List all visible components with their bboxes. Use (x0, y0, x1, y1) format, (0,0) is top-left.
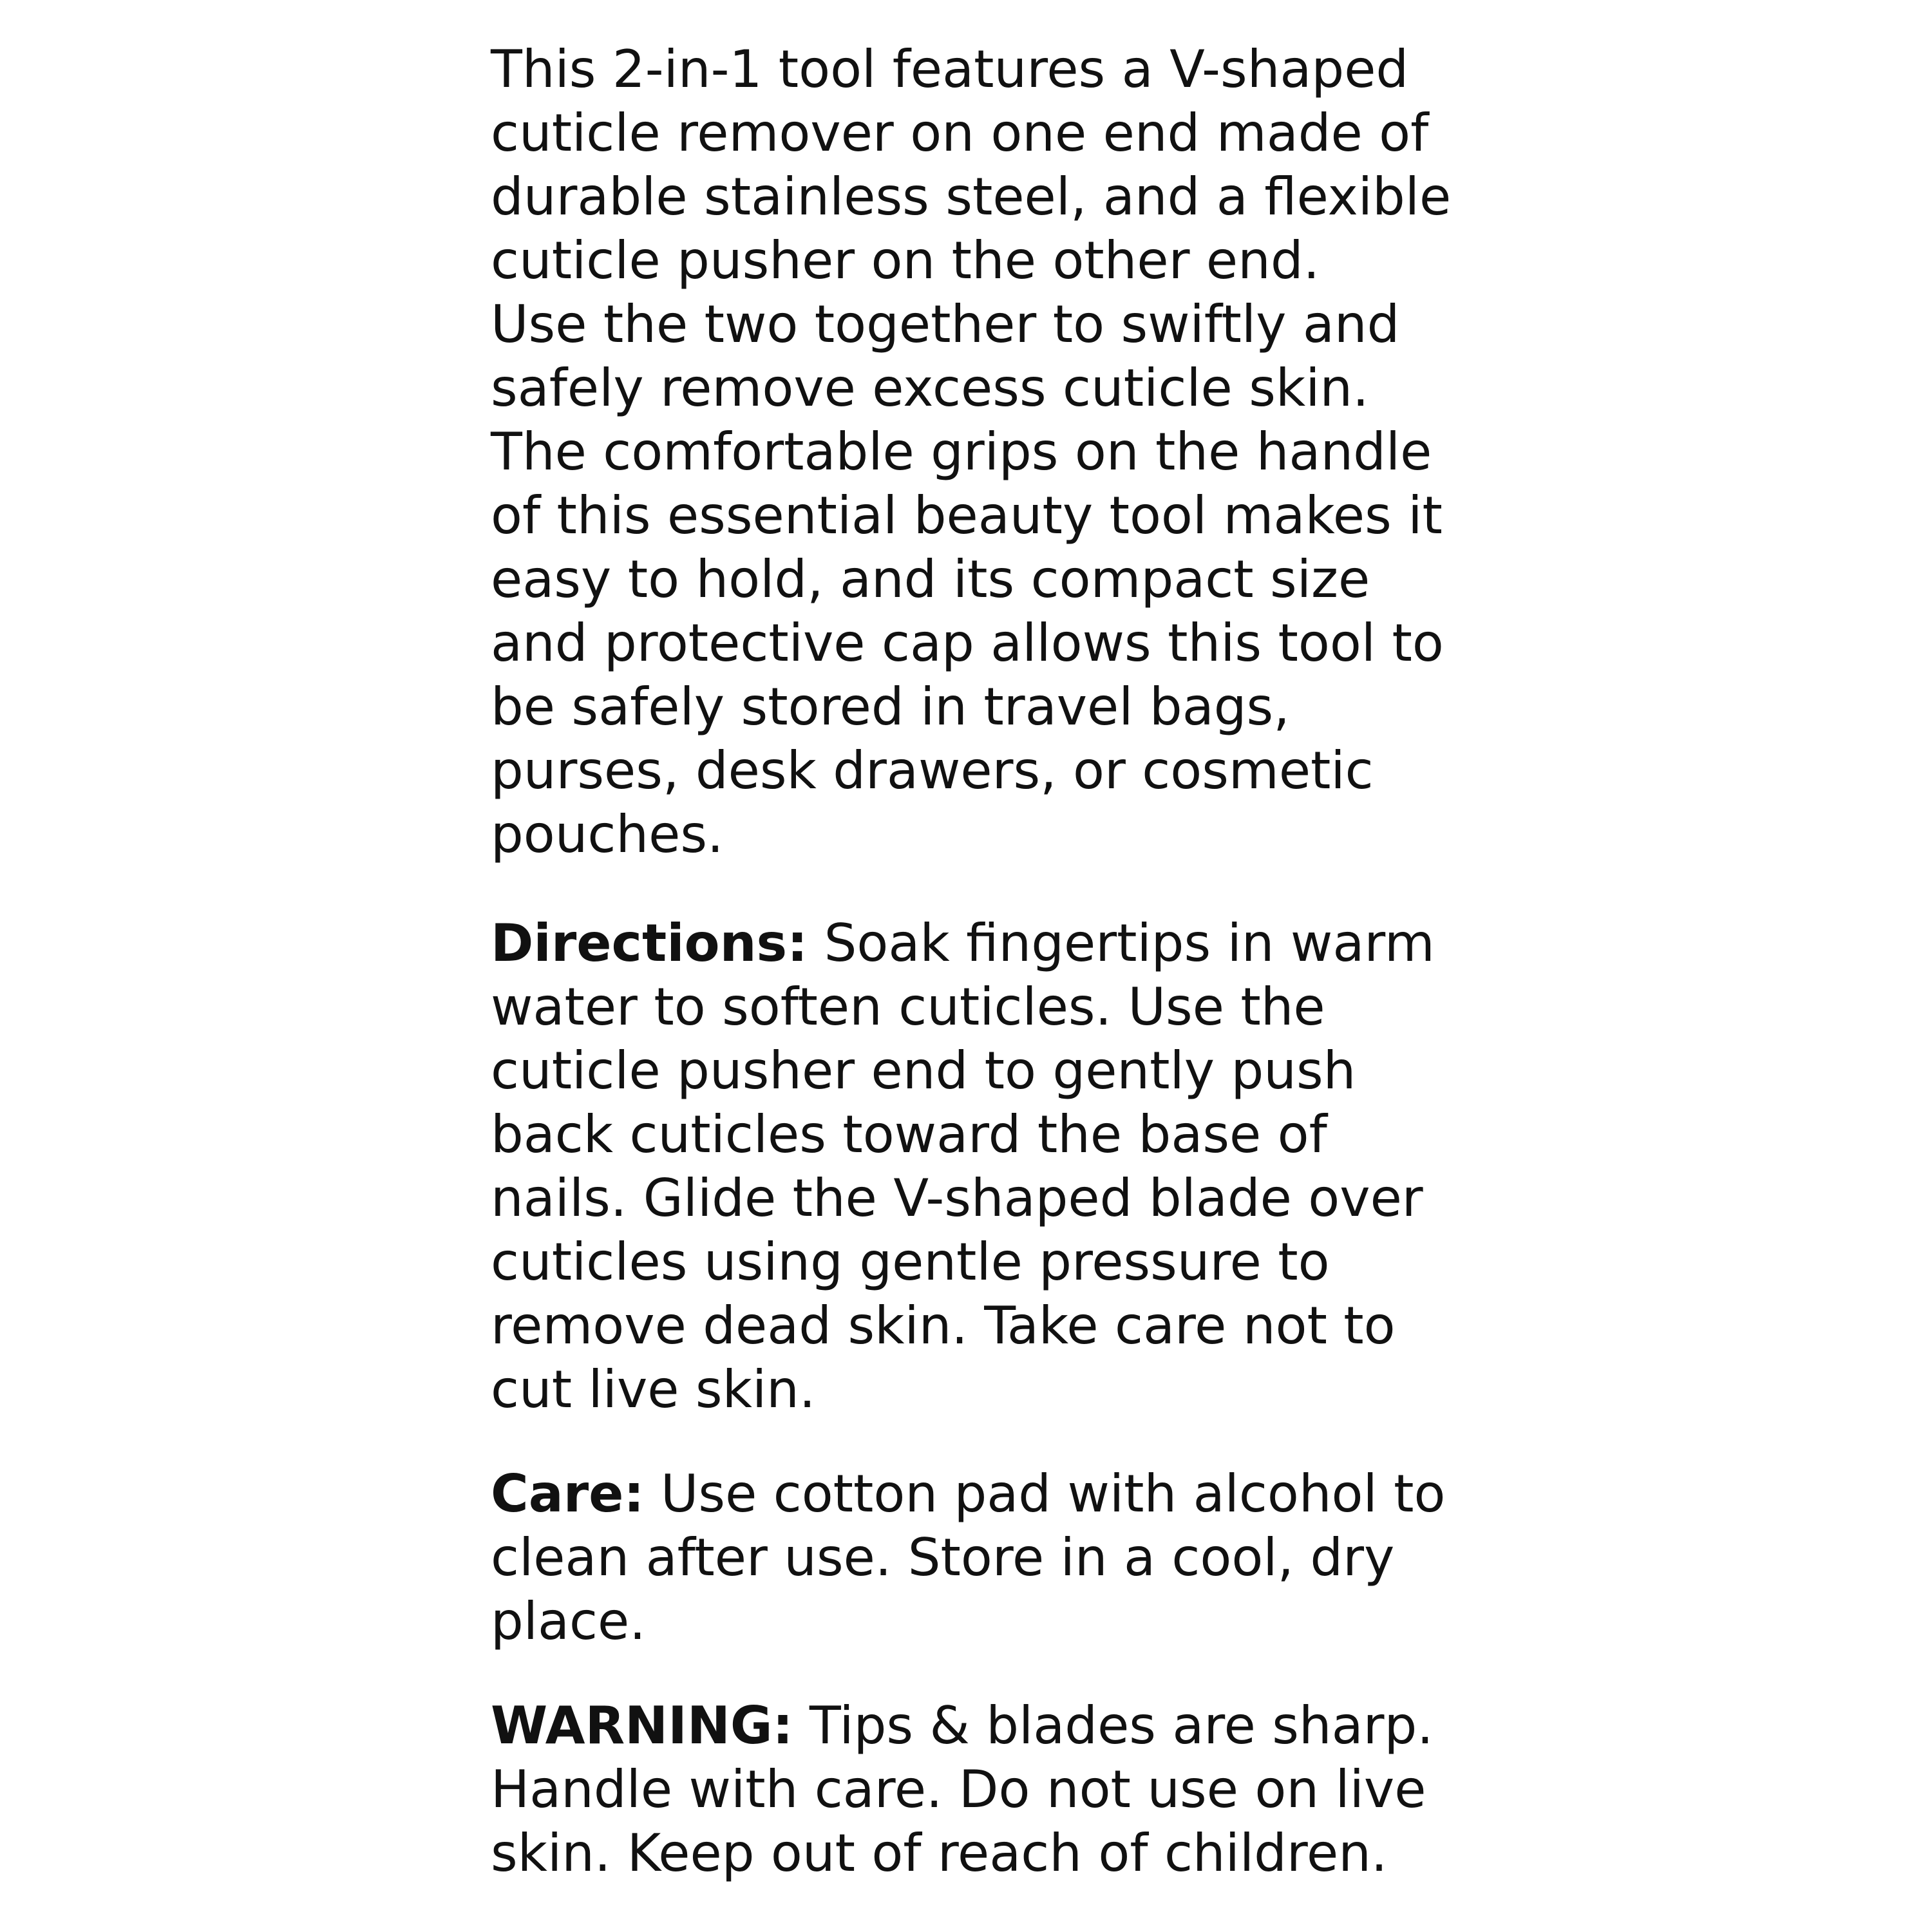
warning-line: Handle with care. Do not use on live (491, 1759, 1426, 1819)
directions-line: back cuticles toward the base of (491, 1104, 1327, 1164)
care-line: place. (491, 1591, 646, 1651)
directions-paragraph (491, 911, 1470, 1421)
warning-paragraph (491, 1694, 1470, 1885)
intro-line: durable stainless steel, and a flexible (491, 167, 1452, 227)
intro-line: purses, desk drawers, or cosmetic (491, 741, 1374, 800)
warning-line: skin. Keep out of reach of children. (491, 1823, 1388, 1883)
intro-line: and protective cap allows this tool to (491, 613, 1444, 673)
directions-line: cuticles using gentle pressure to (491, 1232, 1330, 1292)
intro-line: The comfortable grips on the handle (491, 422, 1432, 482)
intro-line: cuticle pusher on the other end. (491, 231, 1320, 290)
warning-first-line (491, 1694, 1470, 1757)
intro-line: pouches. (491, 804, 724, 864)
care-first-line (491, 1462, 1470, 1526)
directions-line: cuticle pusher end to gently push (491, 1041, 1356, 1101)
care-heading: Care: (491, 1464, 645, 1524)
warning-first-line-text: Tips & blades are sharp. (793, 1696, 1434, 1756)
directions-line: water to soften cuticles. Use the (491, 977, 1325, 1037)
directions-line: cut live skin. (491, 1359, 816, 1419)
directions-line: remove dead skin. Take care not to (491, 1296, 1396, 1356)
care-paragraph (491, 1462, 1470, 1653)
intro-line: be safely stored in travel bags, (491, 677, 1290, 737)
directions-first-line-text: Soak fingertips in warm (808, 913, 1435, 973)
intro-line: Use the two together to swiftly and (491, 294, 1400, 354)
intro-line: cuticle remover on one end made of (491, 103, 1429, 163)
intro-paragraph (491, 37, 1470, 866)
warning-heading: WARNING: (491, 1696, 793, 1756)
directions-heading: Directions: (491, 913, 808, 973)
intro-line: easy to hold, and its compact size (491, 549, 1370, 609)
product-description-text (491, 37, 1470, 1885)
intro-line: safely remove excess cuticle skin. (491, 358, 1369, 418)
intro-line: of this essential beauty tool makes it (491, 486, 1443, 545)
directions-first-line (491, 911, 1470, 975)
directions-line: nails. Glide the V-shaped blade over (491, 1168, 1423, 1228)
intro-line: This 2-in-1 tool features a V-shaped (491, 39, 1409, 99)
care-line: clean after use. Store in a cool, dry (491, 1528, 1395, 1587)
care-first-line-text: Use cotton pad with alcohol to (644, 1464, 1446, 1524)
